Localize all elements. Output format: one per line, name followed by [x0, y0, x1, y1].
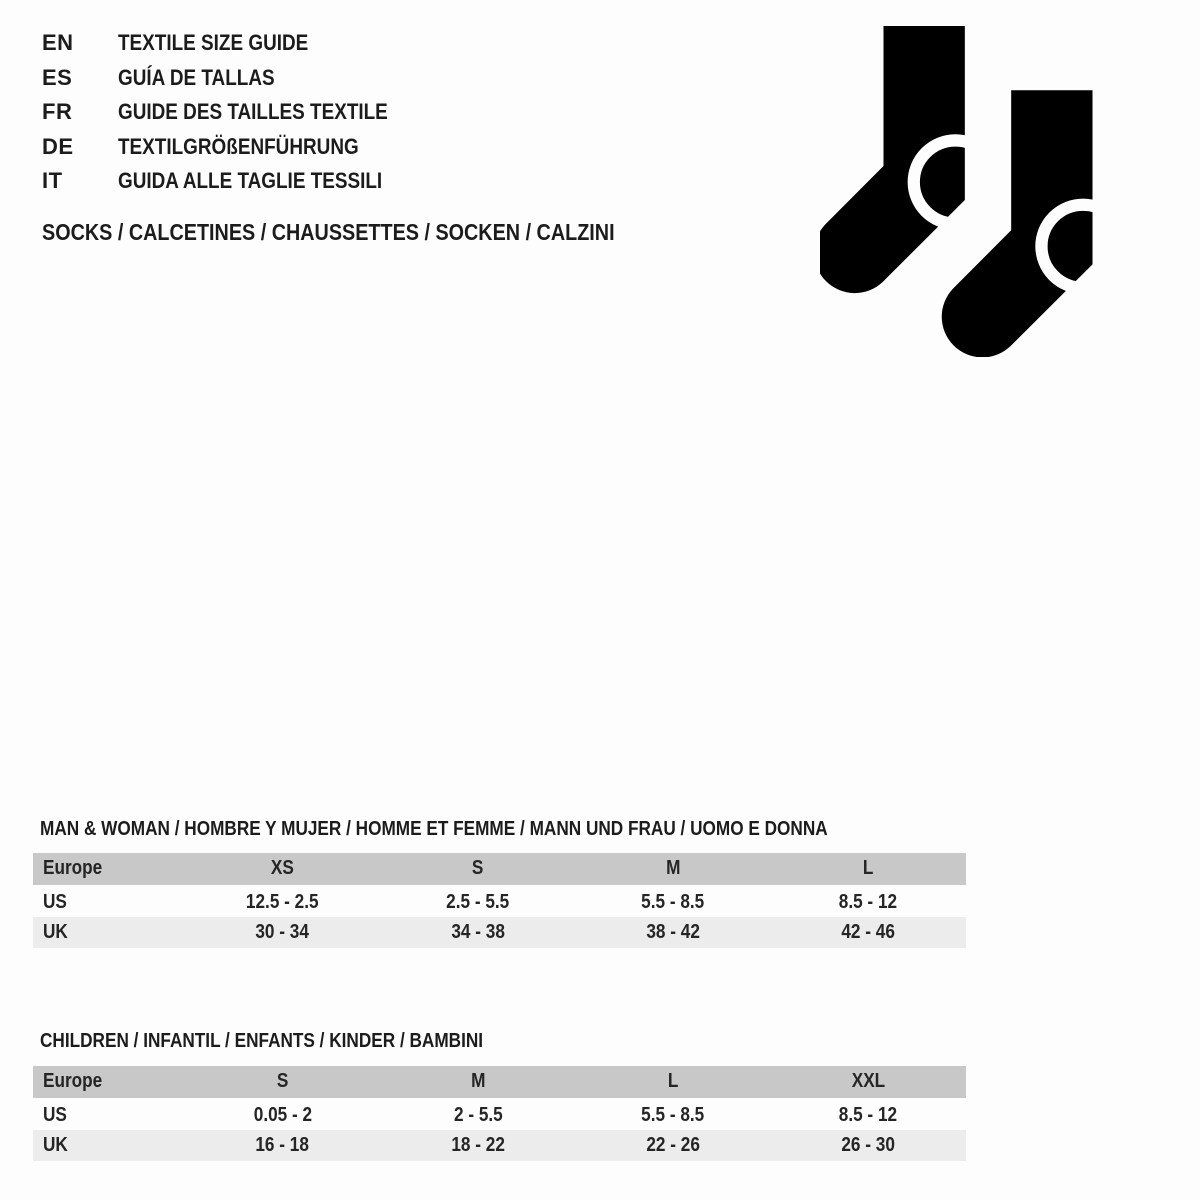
table-row — [33, 1130, 966, 1161]
size-cell: 34 - 38 — [451, 921, 505, 943]
table-row — [33, 1099, 966, 1130]
size-cell: 18 - 22 — [451, 1134, 505, 1156]
size-cell: 38 - 42 — [646, 921, 700, 943]
size-cell: 8.5 - 12 — [839, 890, 898, 913]
row-label: US — [43, 890, 67, 913]
language-title: TEXTILGRÖßENFÜHRUNG — [118, 133, 359, 159]
size-cell: 2 - 5.5 — [453, 1103, 503, 1126]
table-row — [33, 886, 966, 917]
row-label: US — [43, 1103, 67, 1126]
section-children — [33, 1029, 966, 1161]
section-man-woman — [33, 817, 966, 948]
language-title: GUIDA ALLE TAGLIE TESSILI — [118, 168, 383, 194]
size-cell: 5.5 - 8.5 — [641, 1103, 705, 1126]
language-code: ES — [42, 64, 73, 90]
column-header: XXL — [771, 1066, 966, 1099]
language-code: FR — [42, 99, 73, 125]
size-cell: 22 - 26 — [646, 1134, 700, 1156]
product-category-line: SOCKS / CALCETINES / CHAUSSETTES / SOCKEN / CALZINI — [42, 219, 615, 245]
column-header: XS — [185, 853, 380, 886]
language-title: GUÍA DE TALLAS — [118, 64, 275, 90]
row-label: UK — [43, 921, 68, 943]
column-header: M — [380, 1066, 575, 1099]
size-cell: 5.5 - 8.5 — [641, 890, 705, 913]
language-code: EN — [42, 30, 74, 55]
language-legend — [42, 26, 432, 199]
column-header: L — [576, 1066, 771, 1099]
size-cell: 26 - 30 — [841, 1134, 896, 1156]
column-header: S — [380, 853, 575, 886]
size-table-man-woman — [33, 853, 966, 948]
column-header: S — [185, 1066, 380, 1099]
row-label: UK — [43, 1134, 68, 1156]
table-row — [33, 917, 966, 948]
size-cell: 16 - 18 — [255, 1134, 310, 1156]
size-cell: 2.5 - 5.5 — [446, 890, 510, 913]
table-title: MAN & WOMAN / HOMBRE Y MUJER / HOMME ET FEMME / MANN UND FRAU / UOMO E DONNA — [40, 818, 828, 840]
socks-icon — [820, 26, 1104, 357]
column-header: Europe — [33, 853, 185, 886]
size-cell: 42 - 46 — [841, 921, 896, 943]
language-title: GUIDE DES TAILLES TEXTILE — [118, 99, 388, 125]
size-cell: 0.05 - 2 — [253, 1103, 312, 1126]
table-header-row — [33, 853, 966, 886]
size-table-children — [33, 1066, 966, 1161]
language-code: DE — [42, 133, 74, 159]
language-title: TEXTILE SIZE GUIDE — [118, 30, 309, 55]
table-title: CHILDREN / INFANTIL / ENFANTS / KINDER / BAMBINI — [40, 1030, 484, 1052]
size-cell: 12.5 - 2.5 — [246, 890, 319, 913]
size-cell: 8.5 - 12 — [839, 1103, 898, 1126]
sock-left — [820, 26, 997, 293]
column-header: Europe — [33, 1066, 185, 1099]
table-header-row — [33, 1066, 966, 1099]
column-header: M — [576, 853, 771, 886]
column-header: L — [771, 853, 966, 886]
size-cell: 30 - 34 — [255, 921, 310, 943]
language-code: IT — [42, 168, 63, 194]
